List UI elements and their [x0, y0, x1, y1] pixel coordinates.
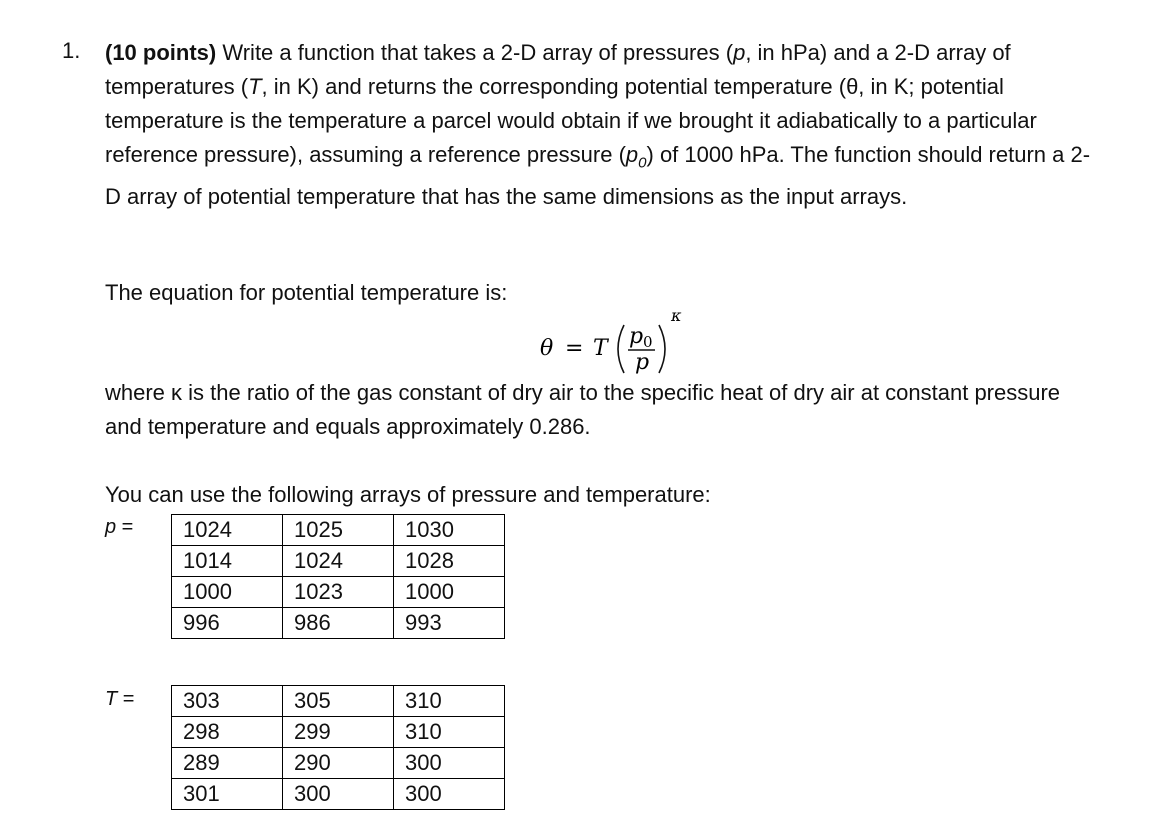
var-p: p [733, 40, 746, 65]
eq-numerator-sub: 0 [643, 333, 653, 351]
equals-sign: = [116, 516, 134, 538]
question-prompt [105, 36, 1095, 214]
prompt-text: Write a function that takes a 2-D array of pressures ( [222, 40, 734, 65]
arrays-intro: You can use the following arrays of pressure and temperature: [105, 482, 711, 507]
temperature-symbol: T [105, 688, 118, 710]
table-cell: 289 [172, 748, 283, 779]
pressure-table [171, 514, 505, 639]
table-row [172, 686, 505, 717]
table-row [172, 748, 505, 779]
table-cell: 301 [172, 779, 283, 810]
var-p0-subscript: 0 [638, 154, 647, 172]
pressure-symbol: p [105, 516, 117, 538]
equals-sign: = [117, 688, 135, 710]
table-cell: 1028 [394, 546, 505, 577]
potential-temperature-equation [540, 305, 720, 375]
temperature-array-label [105, 688, 134, 711]
eq-exponent-kappa: κ [671, 306, 682, 325]
table-cell: 993 [394, 608, 505, 639]
eq-left-paren [618, 325, 624, 373]
eq-numerator-p: p [629, 324, 644, 349]
table-cell: 986 [283, 608, 394, 639]
eq-T: T [593, 336, 608, 361]
table-cell: 1025 [283, 515, 394, 546]
table-cell: 1000 [172, 577, 283, 608]
table-cell: 300 [394, 779, 505, 810]
var-T: T [248, 74, 262, 99]
prompt-text: ) of 1000 hPa. The function should return a 2-D array of potential temperature that has the same dimensions as the input arrays. [105, 142, 1091, 210]
prompt-text: , in K) and returns the corresponding potential temperature (θ, in K; potential temperature is the temperature a parcel would obtain if we brought it adiabatically to a particular reference pressure), assuming a reference pressure ( [105, 74, 1037, 167]
table-cell: 303 [172, 686, 283, 717]
table-cell: 310 [394, 717, 505, 748]
table-row [172, 515, 505, 546]
table-row [172, 608, 505, 639]
kappa-note: where κ is the ratio of the gas constant of dry air to the specific heat of dry air at constant pressure and temperature and equals approximately 0.286. [105, 380, 1061, 439]
table-cell: 298 [172, 717, 283, 748]
table-cell: 996 [172, 608, 283, 639]
table-cell: 300 [394, 748, 505, 779]
table-row [172, 779, 505, 810]
table-cell: 1024 [172, 515, 283, 546]
table-row [172, 717, 505, 748]
table-cell: 299 [283, 717, 394, 748]
eq-right-paren [659, 325, 665, 373]
table-cell: 1030 [394, 515, 505, 546]
table-cell: 1024 [283, 546, 394, 577]
eq-denominator-p: p [635, 350, 650, 375]
table-cell: 1023 [283, 577, 394, 608]
table-row [172, 577, 505, 608]
equation-intro: The equation for potential temperature is: [105, 280, 508, 305]
table-cell: 1000 [394, 577, 505, 608]
eq-theta: θ [540, 336, 554, 361]
table-cell: 1014 [172, 546, 283, 577]
table-cell: 300 [283, 779, 394, 810]
eq-equals: = [565, 336, 584, 361]
table-cell: 305 [283, 686, 394, 717]
prompt-text: , in hPa) and a 2-D array of temperatures ( [105, 40, 1011, 99]
question-number: 1. [62, 38, 81, 63]
table-cell: 310 [394, 686, 505, 717]
var-p0: p [625, 142, 639, 167]
table-cell: 290 [283, 748, 394, 779]
temperature-table [171, 685, 505, 810]
points-label: (10 points) [105, 40, 217, 65]
pressure-array-label [105, 516, 133, 539]
table-row [172, 546, 505, 577]
